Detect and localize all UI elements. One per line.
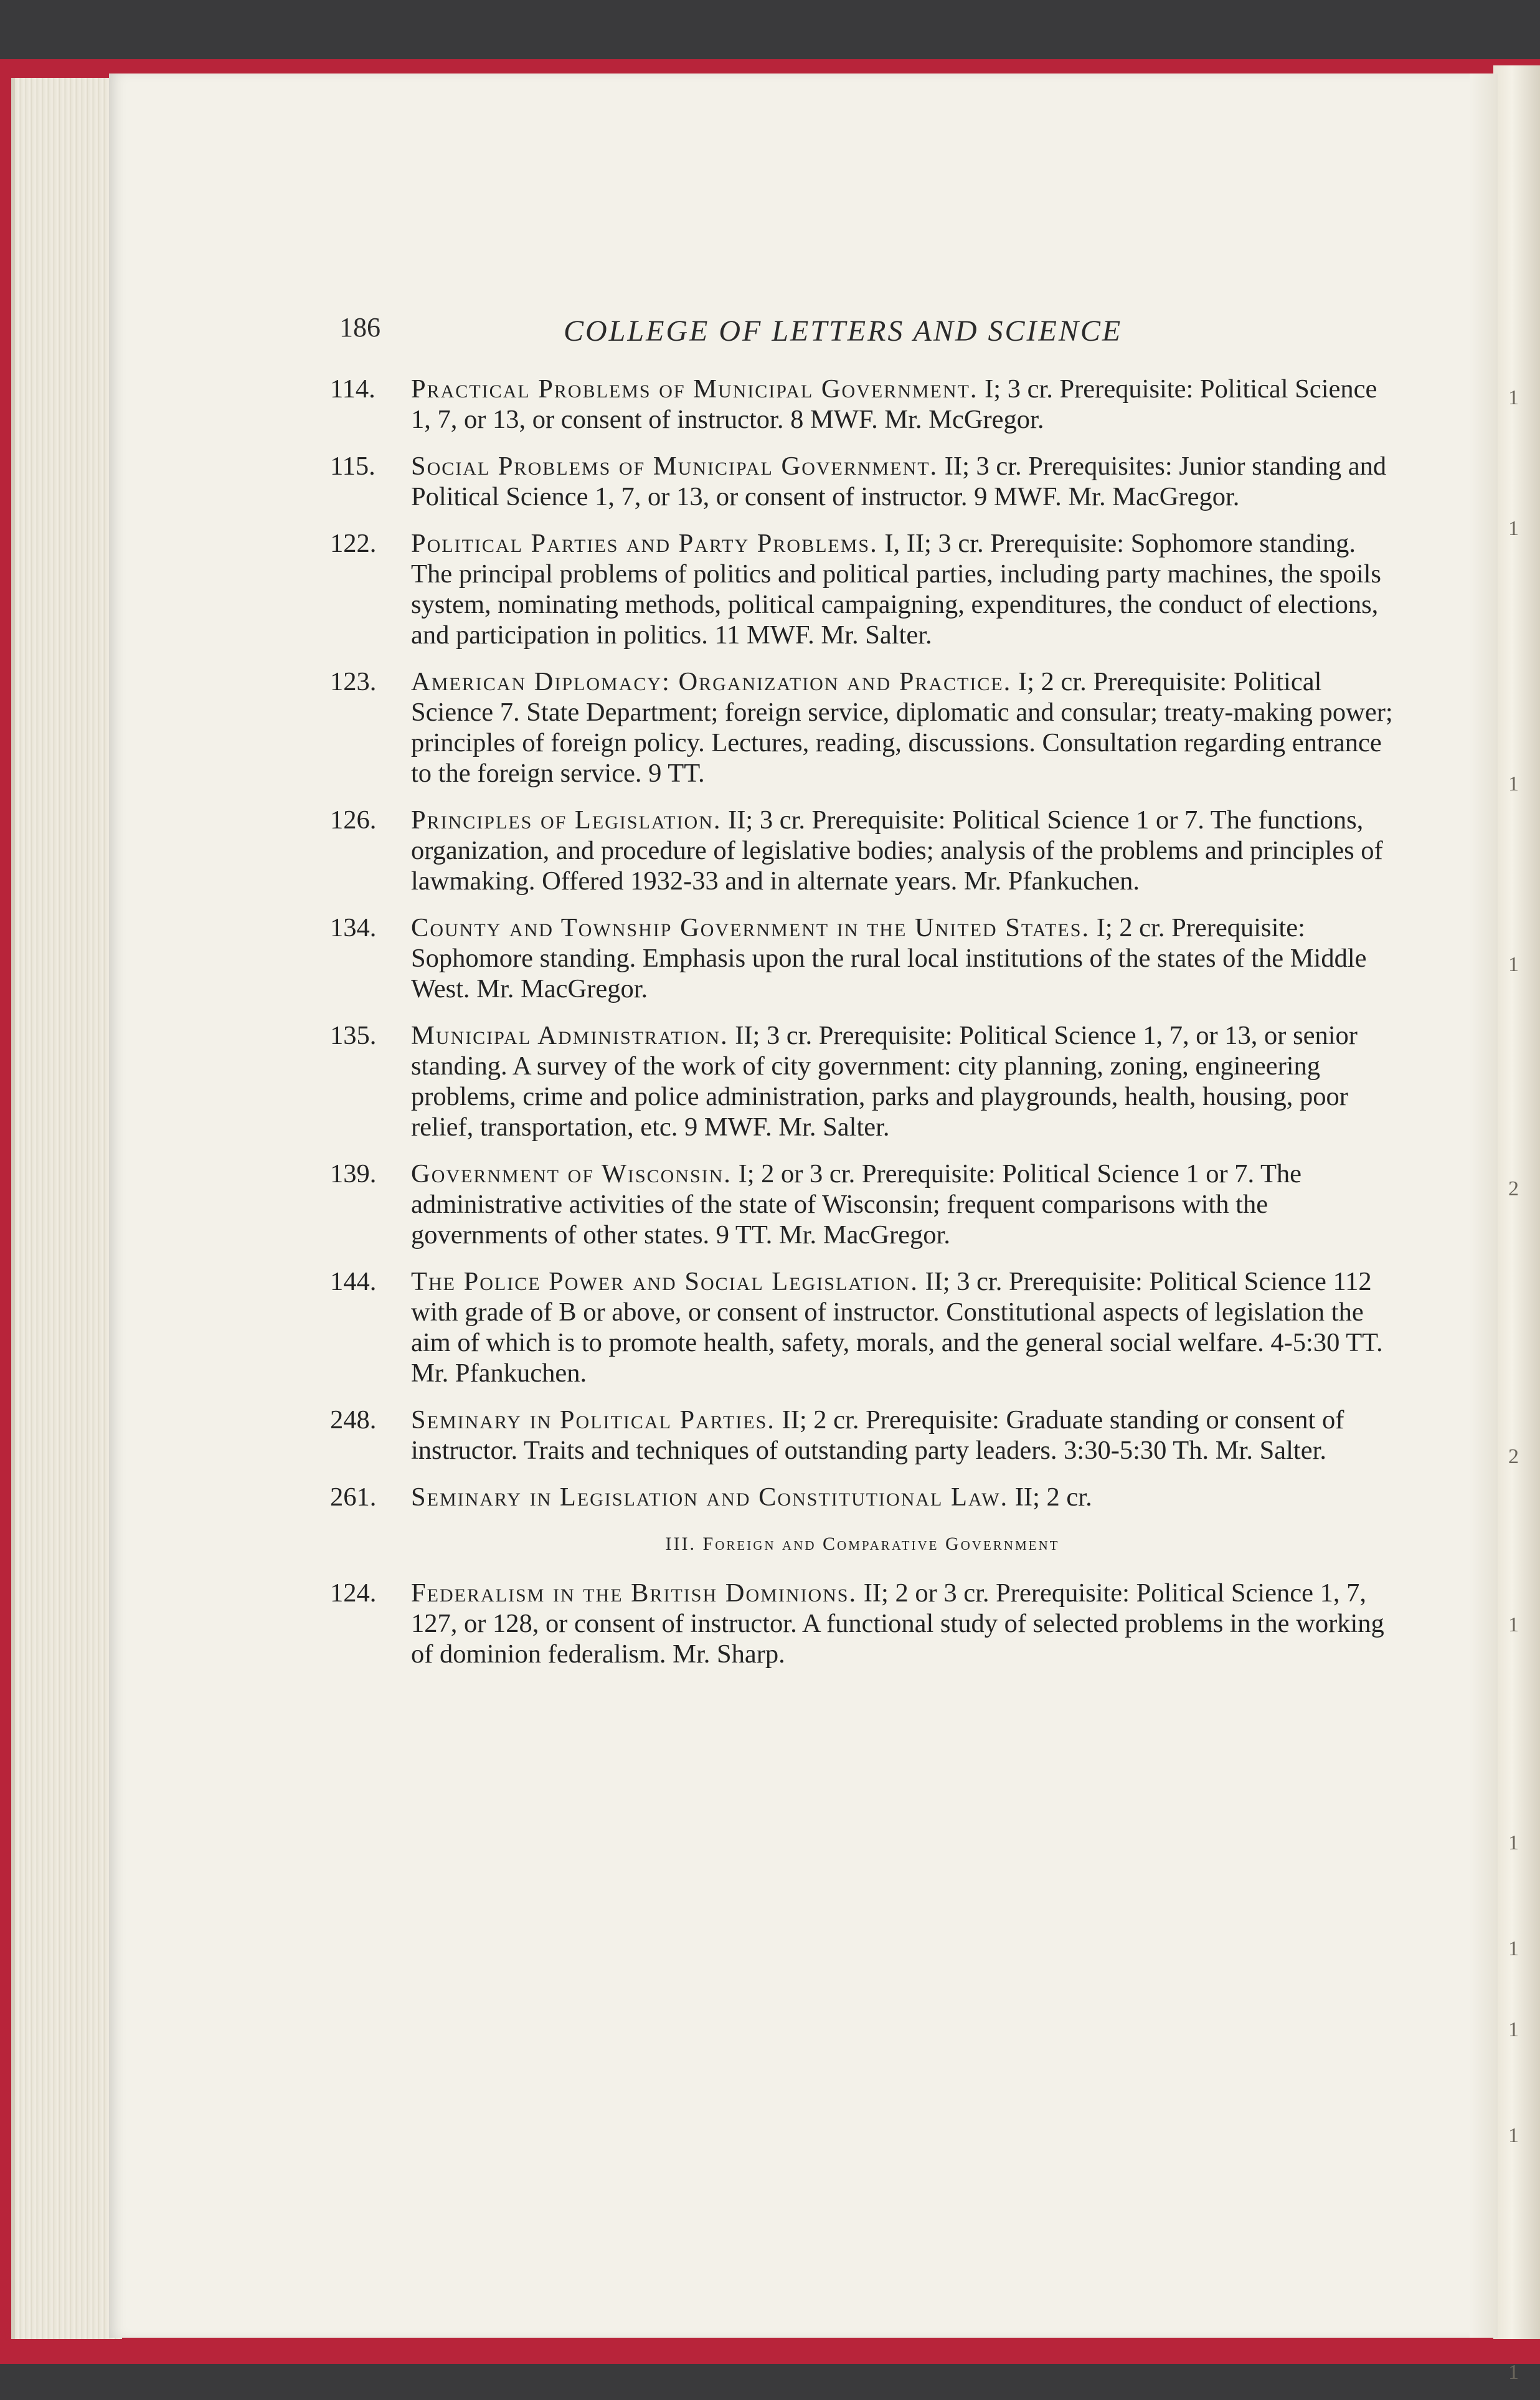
bleed-numeral: 1: [1508, 772, 1519, 795]
bleed-numeral: 1: [1508, 2124, 1519, 2147]
course-description: I; 3 cr. Prerequisite: Political Science 1, 7, or 13, or consent of instructor. 8 MWF. Mr. McGregor.: [411, 374, 1377, 434]
bleed-numeral: 1: [1508, 1613, 1519, 1636]
course-title: Practical Problems of Municipal Government.: [411, 374, 978, 404]
course-entry: [330, 374, 1395, 435]
course-entry: [330, 1266, 1395, 1388]
course-number: 248.: [330, 1405, 377, 1435]
bleed-numeral: 2: [1508, 1177, 1519, 1200]
course-title: Principles of Legislation.: [411, 805, 722, 835]
course-title: The Police Power and Social Legislation.: [411, 1267, 919, 1296]
course-number: 115.: [330, 452, 376, 481]
page-number: 186: [339, 312, 380, 343]
page-header: [339, 311, 1242, 361]
course-description: II; 3 cr. Prerequisite: Political Science 1, 7, or 13, or senior standing. A survey of the work of city government: city planning, zoning, engineering problems, crime and police administration, parks and playgrounds, health, housing, poor relief, transportation, etc. 9 MWF. Mr. Salter.: [411, 1021, 1358, 1142]
course-description: II; 3 cr. Prerequisite: Political Science 1 or 7. The functions, organization, and procedure of legislative bodies; analysis of the problems and principles of lawmaking. Offered 1932-33 and in alternate years. Mr. Pfankuchen.: [411, 805, 1383, 896]
section-heading: [330, 1529, 1395, 1559]
course-title: Seminary in Legislation and Constitutional Law.: [411, 1482, 1009, 1512]
page-gutter-shadow: [1470, 74, 1498, 2338]
course-entry: [330, 666, 1395, 789]
bleed-numeral: 1: [1508, 1831, 1519, 1854]
course-description: I; 2 cr. Prerequisite: Political Science 7. State Department; foreign service, diplomatic and consular; treaty-making power; principles of foreign policy. Lectures, reading, discussions. Consultation regarding entrance to the foreign service. 9 TT.: [411, 667, 1393, 788]
course-group-foreign: [330, 1578, 1395, 1669]
page-stack-edge: [11, 78, 122, 2339]
course-description: II; 2 cr.: [1014, 1482, 1092, 1512]
course-number: 124.: [330, 1578, 377, 1608]
course-number: 135.: [330, 1021, 377, 1050]
course-number: 144.: [330, 1267, 377, 1296]
section-numeral: III.: [665, 1534, 697, 1554]
course-entry: [330, 1159, 1395, 1250]
course-title: County and Township Government in the United States.: [411, 913, 1090, 942]
bleed-numeral: 1: [1508, 1937, 1519, 1960]
bleed-numeral: 1: [1508, 2018, 1519, 2041]
course-description: II; 3 cr. Prerequisites: Junior standing and Political Science 1, 7, or 13, or consent of instructor. 9 MWF. Mr. MacGregor.: [411, 452, 1387, 511]
course-list: [330, 374, 1395, 1686]
bleed-numeral: 2: [1508, 1445, 1519, 1468]
course-description: I; 2 cr. Prerequisite: Sophomore standing. Emphasis upon the rural local institutions of the states of the Middle West. Mr. MacGregor.: [411, 913, 1367, 1003]
bleed-numeral: 1: [1508, 2361, 1519, 2384]
course-title: Social Problems of Municipal Government.: [411, 452, 938, 481]
bleed-numeral: 1: [1508, 386, 1519, 409]
course-number: 139.: [330, 1159, 377, 1188]
course-number: 123.: [330, 667, 377, 696]
bleed-numeral: 1: [1508, 953, 1519, 976]
course-number: 261.: [330, 1482, 377, 1512]
course-title: Seminary in Political Parties.: [411, 1405, 775, 1435]
course-entry: [330, 1482, 1395, 1512]
course-number: 126.: [330, 805, 377, 835]
course-title: Political Parties and Party Problems.: [411, 529, 878, 558]
course-title: Municipal Administration.: [411, 1021, 729, 1050]
bleed-numeral: 1: [1508, 517, 1519, 540]
course-number: 114.: [330, 374, 376, 404]
course-entry: [330, 451, 1395, 512]
course-description: II; 2 cr. Prerequisite: Graduate standing or consent of instructor. Traits and techniques of outstanding party leaders. 3:30-5:30 Th. Mr. Salter.: [411, 1405, 1344, 1465]
course-entry: [330, 1578, 1395, 1669]
course-entry: [330, 528, 1395, 650]
course-description: I, II; 3 cr. Prerequisite: Sophomore standing. The principal problems of politics and political parties, including party machines, the spoils system, nominating methods, political campaigning, expenditures, the conduct of elections, and participation in politics. 11 MWF. Mr. Salter.: [411, 529, 1381, 650]
course-title: Government of Wisconsin.: [411, 1159, 732, 1188]
course-entry: [330, 805, 1395, 896]
course-number: 122.: [330, 529, 377, 558]
course-entry: [330, 1405, 1395, 1466]
course-description: II; 2 or 3 cr. Prerequisite: Political Science 1, 7, 127, or 128, or consent of instructor. A functional study of selected problems in the working of dominion federalism. Mr. Sharp.: [411, 1578, 1384, 1669]
course-title: Federalism in the British Dominions.: [411, 1578, 857, 1608]
course-description: I; 2 or 3 cr. Prerequisite: Political Science 1 or 7. The administrative activities of the state of Wisconsin; frequent comparisons with the governments of other states. 9 TT. Mr. MacGregor.: [411, 1159, 1302, 1250]
course-entry: [330, 913, 1395, 1004]
running-title: COLLEGE OF LETTERS AND SCIENCE: [564, 315, 1123, 348]
course-number: 134.: [330, 913, 377, 942]
course-description: II; 3 cr. Prerequisite: Political Science 112 with grade of B or above, or consent of instructor. Constitutional aspects of legislation the aim of which is to promote health, safety, morals, and the general social welfare. 4-5:30 TT. Mr. Pfankuchen.: [411, 1267, 1383, 1388]
course-group-main: [330, 374, 1395, 1512]
section-title: Foreign and Comparative Government: [702, 1534, 1060, 1554]
course-entry: [330, 1020, 1395, 1142]
course-title: American Diplomacy: Organization and Practice.: [411, 667, 1012, 696]
